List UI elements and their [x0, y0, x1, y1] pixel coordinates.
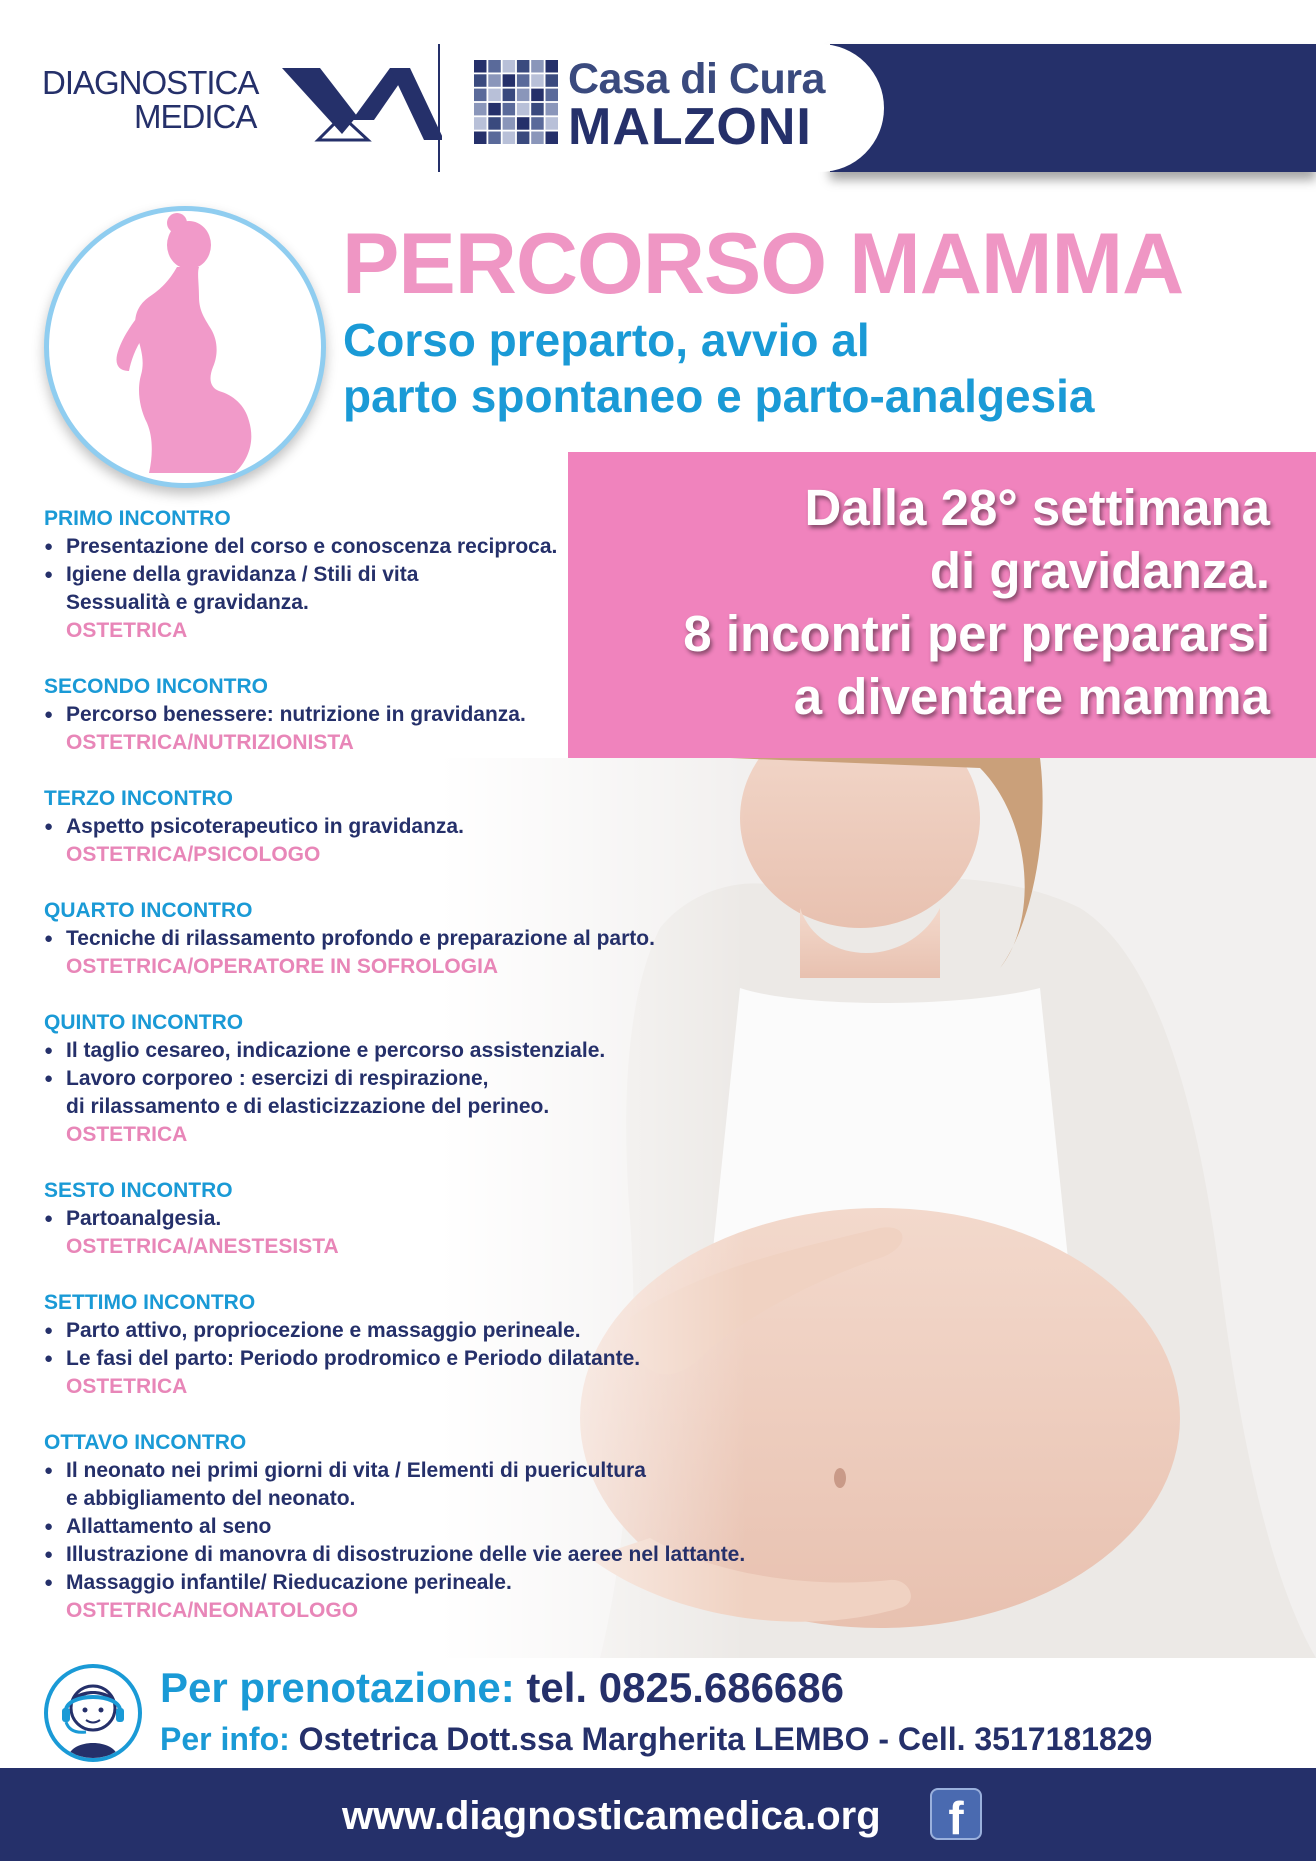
- session-1: [44, 505, 864, 645]
- headset-operator-icon: [44, 1664, 142, 1762]
- session-item: ● Allattamento al seno: [44, 1513, 864, 1541]
- session-title: PRIMO INCONTRO: [44, 507, 231, 530]
- mosaic-tile: [517, 132, 530, 145]
- mosaic-tile: [474, 132, 487, 145]
- clinic-name: MALZONI: [568, 98, 812, 156]
- diagnostica-medica-logo: [42, 60, 422, 150]
- session-item: ● Il taglio cesareo, indicazione e percorso assistenziale.: [44, 1037, 864, 1065]
- mosaic-tile: [517, 89, 530, 102]
- session-role: OSTETRICA/NUTRIZIONISTA: [66, 731, 354, 754]
- mosaic-tile: [503, 103, 515, 116]
- highlight-line: di gravidanza.: [929, 542, 1270, 599]
- session-3: [44, 785, 864, 869]
- session-2: [44, 673, 864, 757]
- session-title: TERZO INCONTRO: [44, 787, 233, 810]
- mosaic-tile: [517, 103, 530, 116]
- mosaic-tile: [531, 103, 544, 116]
- info-line: [160, 1718, 1152, 1760]
- session-item: ● Le fasi del parto: Periodo prodromico e Periodo dilatante.: [44, 1345, 864, 1373]
- mosaic-tile: [517, 60, 530, 73]
- pregnant-silhouette-icon: [44, 206, 326, 488]
- session-item: ● Tecniche di rilassamento profondo e preparazione al parto.: [44, 925, 864, 953]
- mosaic-tile: [488, 89, 501, 102]
- info-label: Per info:: [160, 1721, 290, 1757]
- session-item: ● Lavoro corporeo : esercizi di respirazione,: [44, 1065, 864, 1093]
- facebook-icon[interactable]: f: [930, 1788, 982, 1840]
- session-6: [44, 1177, 864, 1261]
- session-item: ● Igiene della gravidanza / Stili di vita: [44, 561, 864, 589]
- session-role: OSTETRICA/OPERATORE IN SOFROLOGIA: [66, 955, 499, 978]
- mosaic-tile: [474, 117, 487, 130]
- session-title: QUINTO INCONTRO: [44, 1011, 244, 1034]
- highlight-line: 8 incontri per prepararsi: [683, 605, 1270, 662]
- website-link[interactable]: www.diagnosticamedica.org: [342, 1794, 881, 1838]
- session-item-continuation: di rilassamento e di elasticizzazione del perineo.: [66, 1095, 550, 1118]
- sessions-list: [44, 505, 864, 1625]
- mosaic-tile: [531, 89, 544, 102]
- session-item: ● Partoanalgesia.: [44, 1205, 864, 1233]
- clinic-title: Casa di Cura: [568, 55, 825, 103]
- session-item: ● Presentazione del corso e conoscenza reciproca.: [44, 533, 864, 561]
- mosaic-tile: [531, 74, 544, 87]
- mosaic-tile: [546, 60, 559, 73]
- session-title: SECONDO INCONTRO: [44, 675, 269, 698]
- mosaic-tile: [474, 60, 487, 73]
- main-title: PERCORSO MAMMA: [342, 216, 1184, 312]
- session-8: [44, 1429, 864, 1625]
- session-title: SETTIMO INCONTRO: [44, 1291, 256, 1314]
- subtitle-line2: parto spontaneo e parto-analgesia: [343, 370, 1095, 422]
- session-item: ● Il neonato nei primi giorni di vita / Elementi di puericultura: [44, 1457, 864, 1485]
- mosaic-tile: [546, 103, 559, 116]
- mosaic-grid-icon: [474, 60, 560, 146]
- mosaic-tile: [546, 117, 559, 130]
- session-item: ● Aspetto psicoterapeutico in gravidanza.: [44, 813, 864, 841]
- highlight-line: a diventare mamma: [793, 668, 1270, 725]
- session-item: ● Massaggio infantile/ Rieducazione perineale.: [44, 1569, 864, 1597]
- session-title: SESTO INCONTRO: [44, 1179, 233, 1202]
- session-item-continuation: e abbigliamento del neonato.: [66, 1487, 356, 1510]
- booking-line: [160, 1662, 844, 1714]
- mosaic-tile: [488, 60, 501, 73]
- mosaic-tile: [517, 117, 530, 130]
- mosaic-tile: [503, 74, 515, 87]
- mosaic-tile: [474, 74, 487, 87]
- booking-phone[interactable]: tel. 0825.686686: [526, 1664, 845, 1711]
- dm-monogram-icon: [282, 68, 442, 148]
- mosaic-tile: [531, 132, 544, 145]
- mosaic-tile: [531, 117, 544, 130]
- brand-line1: DIAGNOSTICA: [42, 64, 259, 101]
- session-role: OSTETRICA/NEONATOLOGO: [66, 1599, 359, 1622]
- session-title: QUARTO INCONTRO: [44, 899, 253, 922]
- session-role: OSTETRICA: [66, 619, 188, 642]
- mosaic-tile: [503, 89, 515, 102]
- booking-label: Per prenotazione:: [160, 1664, 515, 1711]
- info-contact[interactable]: Ostetrica Dott.ssa Margherita LEMBO - Cell. 3517181829: [298, 1721, 1153, 1757]
- mosaic-tile: [546, 132, 559, 145]
- mosaic-tile: [517, 74, 530, 87]
- session-item: ● Illustrazione di manovra di disostruzione delle vie aeree nel lattante.: [44, 1541, 864, 1569]
- mosaic-tile: [488, 74, 501, 87]
- session-7: [44, 1289, 864, 1401]
- highlight-line: Dalla 28° settimana: [804, 479, 1270, 536]
- mosaic-tile: [488, 103, 501, 116]
- session-item: ● Parto attivo, propriocezione e massaggio perineale.: [44, 1317, 864, 1345]
- brand-line2: MEDICA: [134, 98, 257, 135]
- mosaic-tile: [503, 132, 515, 145]
- mosaic-tile: [546, 74, 559, 87]
- mosaic-tile: [488, 117, 501, 130]
- session-role: OSTETRICA/PSICOLOGO: [66, 843, 321, 866]
- session-role: OSTETRICA: [66, 1123, 188, 1146]
- mosaic-tile: [474, 103, 487, 116]
- session-4: [44, 897, 864, 981]
- session-5: [44, 1009, 864, 1149]
- mosaic-tile: [474, 89, 487, 102]
- session-role: OSTETRICA/ANESTESISTA: [66, 1235, 339, 1258]
- session-title: OTTAVO INCONTRO: [44, 1431, 247, 1454]
- session-item: ● Percorso benessere: nutrizione in gravidanza.: [44, 701, 864, 729]
- session-role: OSTETRICA: [66, 1375, 188, 1398]
- header-band: [830, 44, 1316, 172]
- mosaic-tile: [503, 60, 515, 73]
- mosaic-tile: [546, 89, 559, 102]
- mosaic-tile: [503, 117, 515, 130]
- subtitle: [343, 312, 1303, 424]
- mosaic-tile: [531, 60, 544, 73]
- header-divider: [438, 44, 440, 172]
- session-item-continuation: Sessualità e gravidanza.: [66, 591, 309, 614]
- subtitle-line1: Corso preparto, avvio al: [343, 314, 870, 366]
- mosaic-tile: [488, 132, 501, 145]
